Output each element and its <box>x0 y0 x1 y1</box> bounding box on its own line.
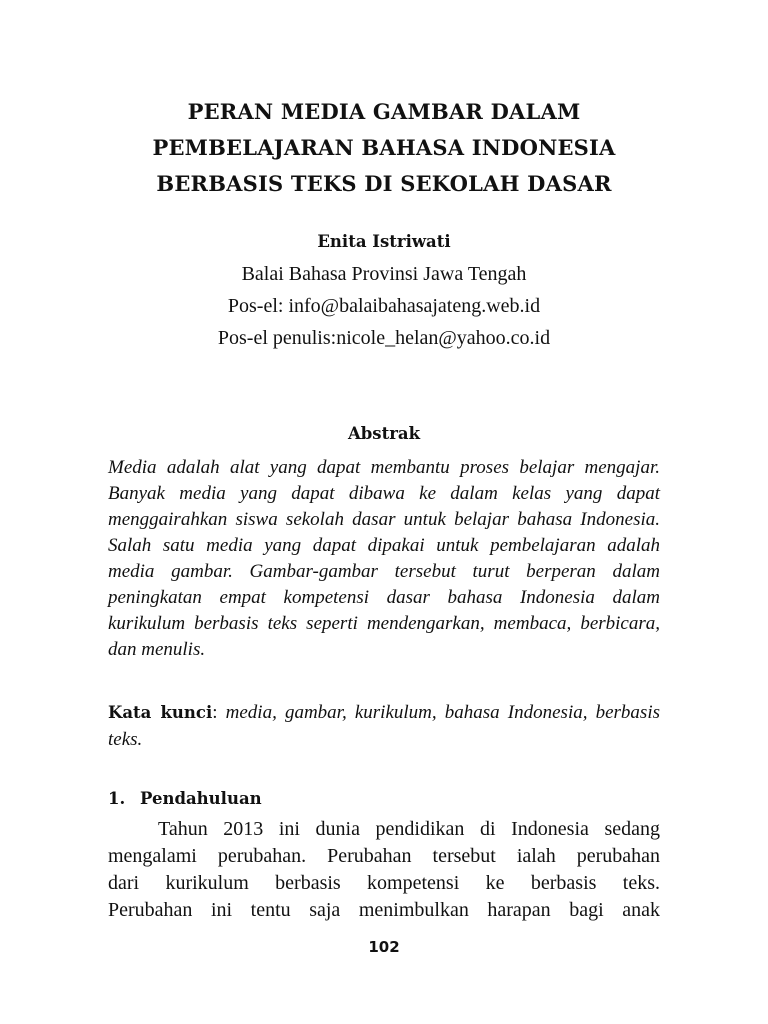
body-text-line: mengalami perubahan. Perubahan tersebut ialah perubahan <box>108 845 660 867</box>
body-text-line: Perubahan ini tentu saja menimbulkan harapan bagi anak <box>108 899 660 921</box>
body-text-line: Tahun 2013 ini dunia pendidikan di Indonesia sedang <box>158 818 660 840</box>
title-line: BERBASIS TEKS DI SEKOLAH DASAR <box>156 171 612 196</box>
abstract-heading: Abstrak <box>347 424 421 443</box>
abstract-line: Salah satu media yang dapat dipakai untuk pembelajaran adalah <box>108 535 660 556</box>
keywords-value: media, gambar, kurikulum, bahasa Indonesia, berbasis <box>225 702 661 723</box>
institution-email: Pos-el: info@balaibahasajateng.web.id <box>227 295 541 317</box>
section-title: Pendahuluan <box>140 789 262 808</box>
keywords-separator: : <box>212 702 226 723</box>
title-line: PERAN MEDIA GAMBAR DALAM <box>187 99 581 124</box>
keywords-label: Kata kunci <box>108 703 213 722</box>
abstract-line: menggairahkan siswa sekolah dasar untuk belajar bahasa Indonesia. <box>108 509 660 530</box>
keywords-line <box>108 727 660 753</box>
keywords-value: teks. <box>108 729 143 750</box>
abstract-line: kurikulum berbasis teks seperti mendengarkan, membaca, berbicara, <box>108 613 660 634</box>
section-heading <box>108 789 262 808</box>
page-number: 102 <box>368 938 400 956</box>
keywords-line <box>108 700 660 726</box>
author-affiliation: Balai Bahasa Provinsi Jawa Tengah <box>241 263 527 285</box>
abstract-line: Banyak media yang dapat dibawa ke dalam kelas yang dapat <box>108 483 660 504</box>
abstract-line: dan menulis. <box>108 639 206 660</box>
author-email: Pos-el penulis:nicole_helan@yahoo.co.id <box>217 327 551 349</box>
abstract-line: Media adalah alat yang dapat membantu proses belajar mengajar. <box>108 457 660 478</box>
paper-title <box>60 94 708 202</box>
abstract-line: peningkatan empat kompetensi dasar bahasa Indonesia dalam <box>108 587 660 608</box>
abstract-line: media gambar. Gambar-gambar tersebut turut berperan dalam <box>108 561 660 582</box>
title-line: PEMBELAJARAN BAHASA INDONESIA <box>152 135 616 160</box>
body-text-line: dari kurikulum berbasis kompetensi ke berbasis teks. <box>108 872 660 894</box>
author-name: Enita Istriwati <box>317 232 451 251</box>
section-number: 1. <box>108 789 126 808</box>
